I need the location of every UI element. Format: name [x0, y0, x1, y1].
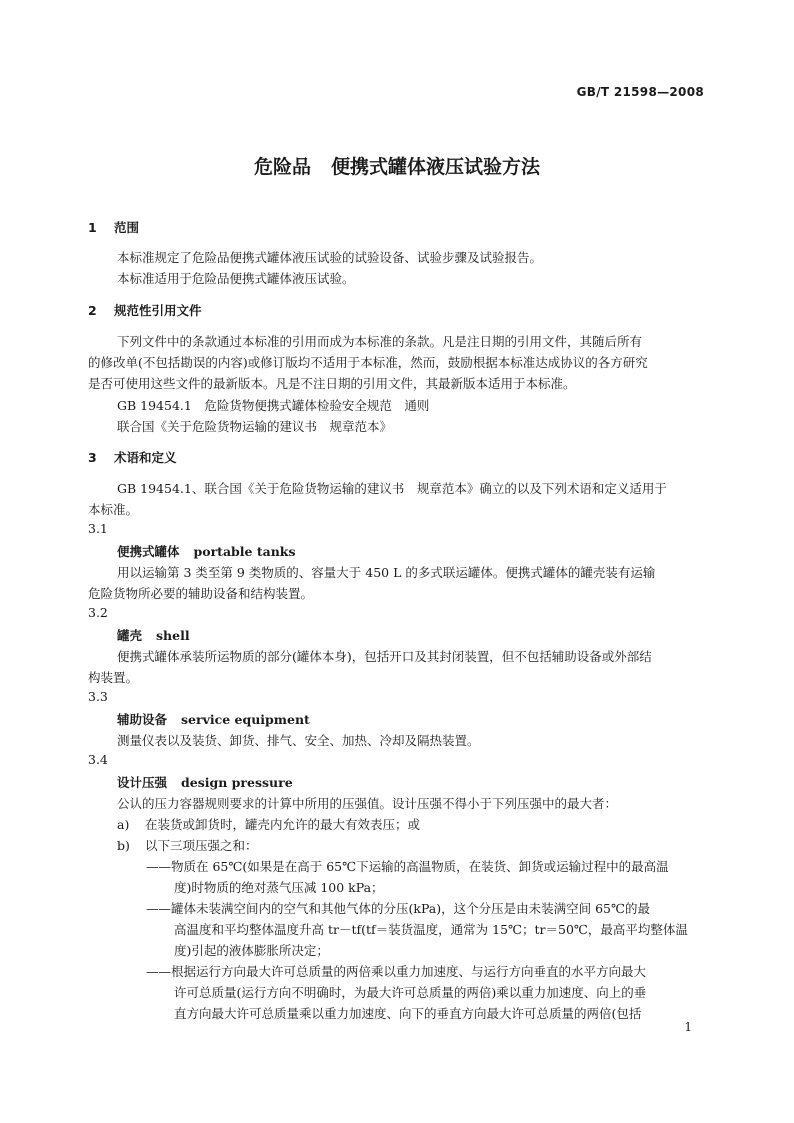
- definition-line: 便携式罐体承装所运物质的部分(罐体本身)，包括开口及其封闭装置，但不包括辅助设备或外部结: [117, 649, 652, 664]
- definition-line: 危险货物所必要的辅助设备和结构装置。: [88, 586, 314, 601]
- term-cn: 辅助设备: [117, 712, 168, 727]
- term-heading: [117, 710, 310, 728]
- title-part2: 便携式罐体液压试验方法: [331, 156, 541, 178]
- term-heading: [117, 773, 293, 791]
- term-en: design pressure: [181, 775, 293, 790]
- paragraph-line: 的修改单(不包括勘误的内容)或修订版均不适用于本标准，然而，鼓励根据本标准达成协议的各方研究: [88, 355, 648, 370]
- section-number: 2: [88, 303, 97, 318]
- term-en: shell: [156, 628, 190, 643]
- dash-item-line: ——物质在 65℃(如果是在高于 65℃下运输的高温物质，在装货、卸货或运输过程中的最高温: [146, 859, 669, 874]
- paragraph: 本标准适用于危险品便携式罐体液压试验。: [117, 271, 355, 286]
- definition-line: 测量仪表以及装货、卸货、排气、安全、加热、冷却及隔热装置。: [117, 733, 480, 748]
- term-number: 3.2: [88, 605, 108, 620]
- paragraph-line: 是否可使用这些文件的最新版本。凡是不注日期的引用文件，其最新版本适用于本标准。: [88, 376, 576, 391]
- term-cn: 设计压强: [117, 775, 168, 790]
- section-number: 1: [88, 220, 97, 235]
- paragraph-line: 本标准。: [88, 502, 139, 517]
- reference-item: 联合国《关于危险货物运输的建议书 规章范本》: [117, 419, 393, 434]
- list-text: 以下三项压强之和：: [145, 838, 258, 853]
- section-title: 规范性引用文件: [114, 303, 202, 318]
- term-number: 3.1: [88, 521, 108, 536]
- page-number: 1: [684, 1020, 692, 1034]
- definition-line: 公认的压力容器规则要求的计算中所用的压强值。设计压强不得小于下列压强中的最大者：: [117, 796, 618, 811]
- list-marker: b): [117, 838, 130, 853]
- term-cn: 罐壳: [117, 628, 143, 643]
- section-title: 术语和定义: [114, 450, 177, 465]
- term-heading: [117, 542, 296, 560]
- paragraph-line: GB 19454.1、联合国《关于危险货物运输的建议书 规章范本》确立的以及下列术语和定义适用于: [117, 481, 667, 496]
- term-heading: [117, 626, 190, 644]
- dash-item-line: 许可总质量(运行方向不明确时，为最大许可总质量的两倍)乘以重力加速度、向上的垂: [174, 985, 647, 1000]
- definition-line: 用以运输第 3 类至第 9 类物质的、容量大于 450 L 的多式联运罐体。便携式罐体的罐壳装有运输: [117, 565, 656, 580]
- list-marker: a): [117, 817, 130, 832]
- section-heading-1: [88, 218, 139, 236]
- dash-item-line: ——罐体未装满空间内的空气和其他气体的分压(kPa)，这个分压是由未装满空间 65℃的最: [146, 901, 650, 916]
- definition-line: 构装置。: [88, 670, 139, 685]
- list-item: [117, 836, 258, 854]
- paragraph: 本标准规定了危险品便携式罐体液压试验的试验设备、试验步骤及试验报告。: [117, 250, 543, 265]
- section-number: 3: [88, 450, 97, 465]
- term-en: service equipment: [181, 712, 310, 727]
- paragraph-line: 下列文件中的条款通过本标准的引用而成为本标准的条款。凡是注日期的引用文件，其随后所有: [117, 334, 643, 349]
- list-text: 在装货或卸货时，罐壳内允许的最大有效表压；或: [145, 817, 421, 832]
- document-title: [0, 152, 794, 179]
- term-number: 3.4: [88, 752, 108, 767]
- term-cn: 便携式罐体: [117, 544, 180, 559]
- title-part1: 危险品: [253, 156, 311, 178]
- standard-code: GB/T 21598—2008: [576, 85, 704, 99]
- section-title: 范围: [114, 220, 140, 235]
- dash-item-line: 度)时物质的绝对蒸气压减 100 kPa；: [174, 880, 384, 895]
- dash-item-line: 高温度和平均整体温度升高 tr－tf(tf＝装货温度，通常为 15℃；tr＝50℃，最高平均整体温: [174, 922, 688, 937]
- dash-item-line: 度)引起的液体膨胀所决定；: [174, 943, 329, 958]
- section-heading-2: [88, 301, 202, 319]
- reference-item: GB 19454.1 危险货物便携式罐体检验安全规范 通则: [117, 398, 430, 413]
- section-heading-3: [88, 448, 177, 466]
- term-en: portable tanks: [193, 544, 296, 559]
- list-item: [117, 815, 420, 833]
- dash-item-line: ——根据运行方向最大许可总质量的两倍乘以重力加速度、与运行方向垂直的水平方向最大: [146, 964, 647, 979]
- term-number: 3.3: [88, 689, 108, 704]
- dash-item-line: 直方向最大许可总质量乘以重力加速度、向下的垂直方向最大许可总质量的两倍(包括: [174, 1006, 642, 1021]
